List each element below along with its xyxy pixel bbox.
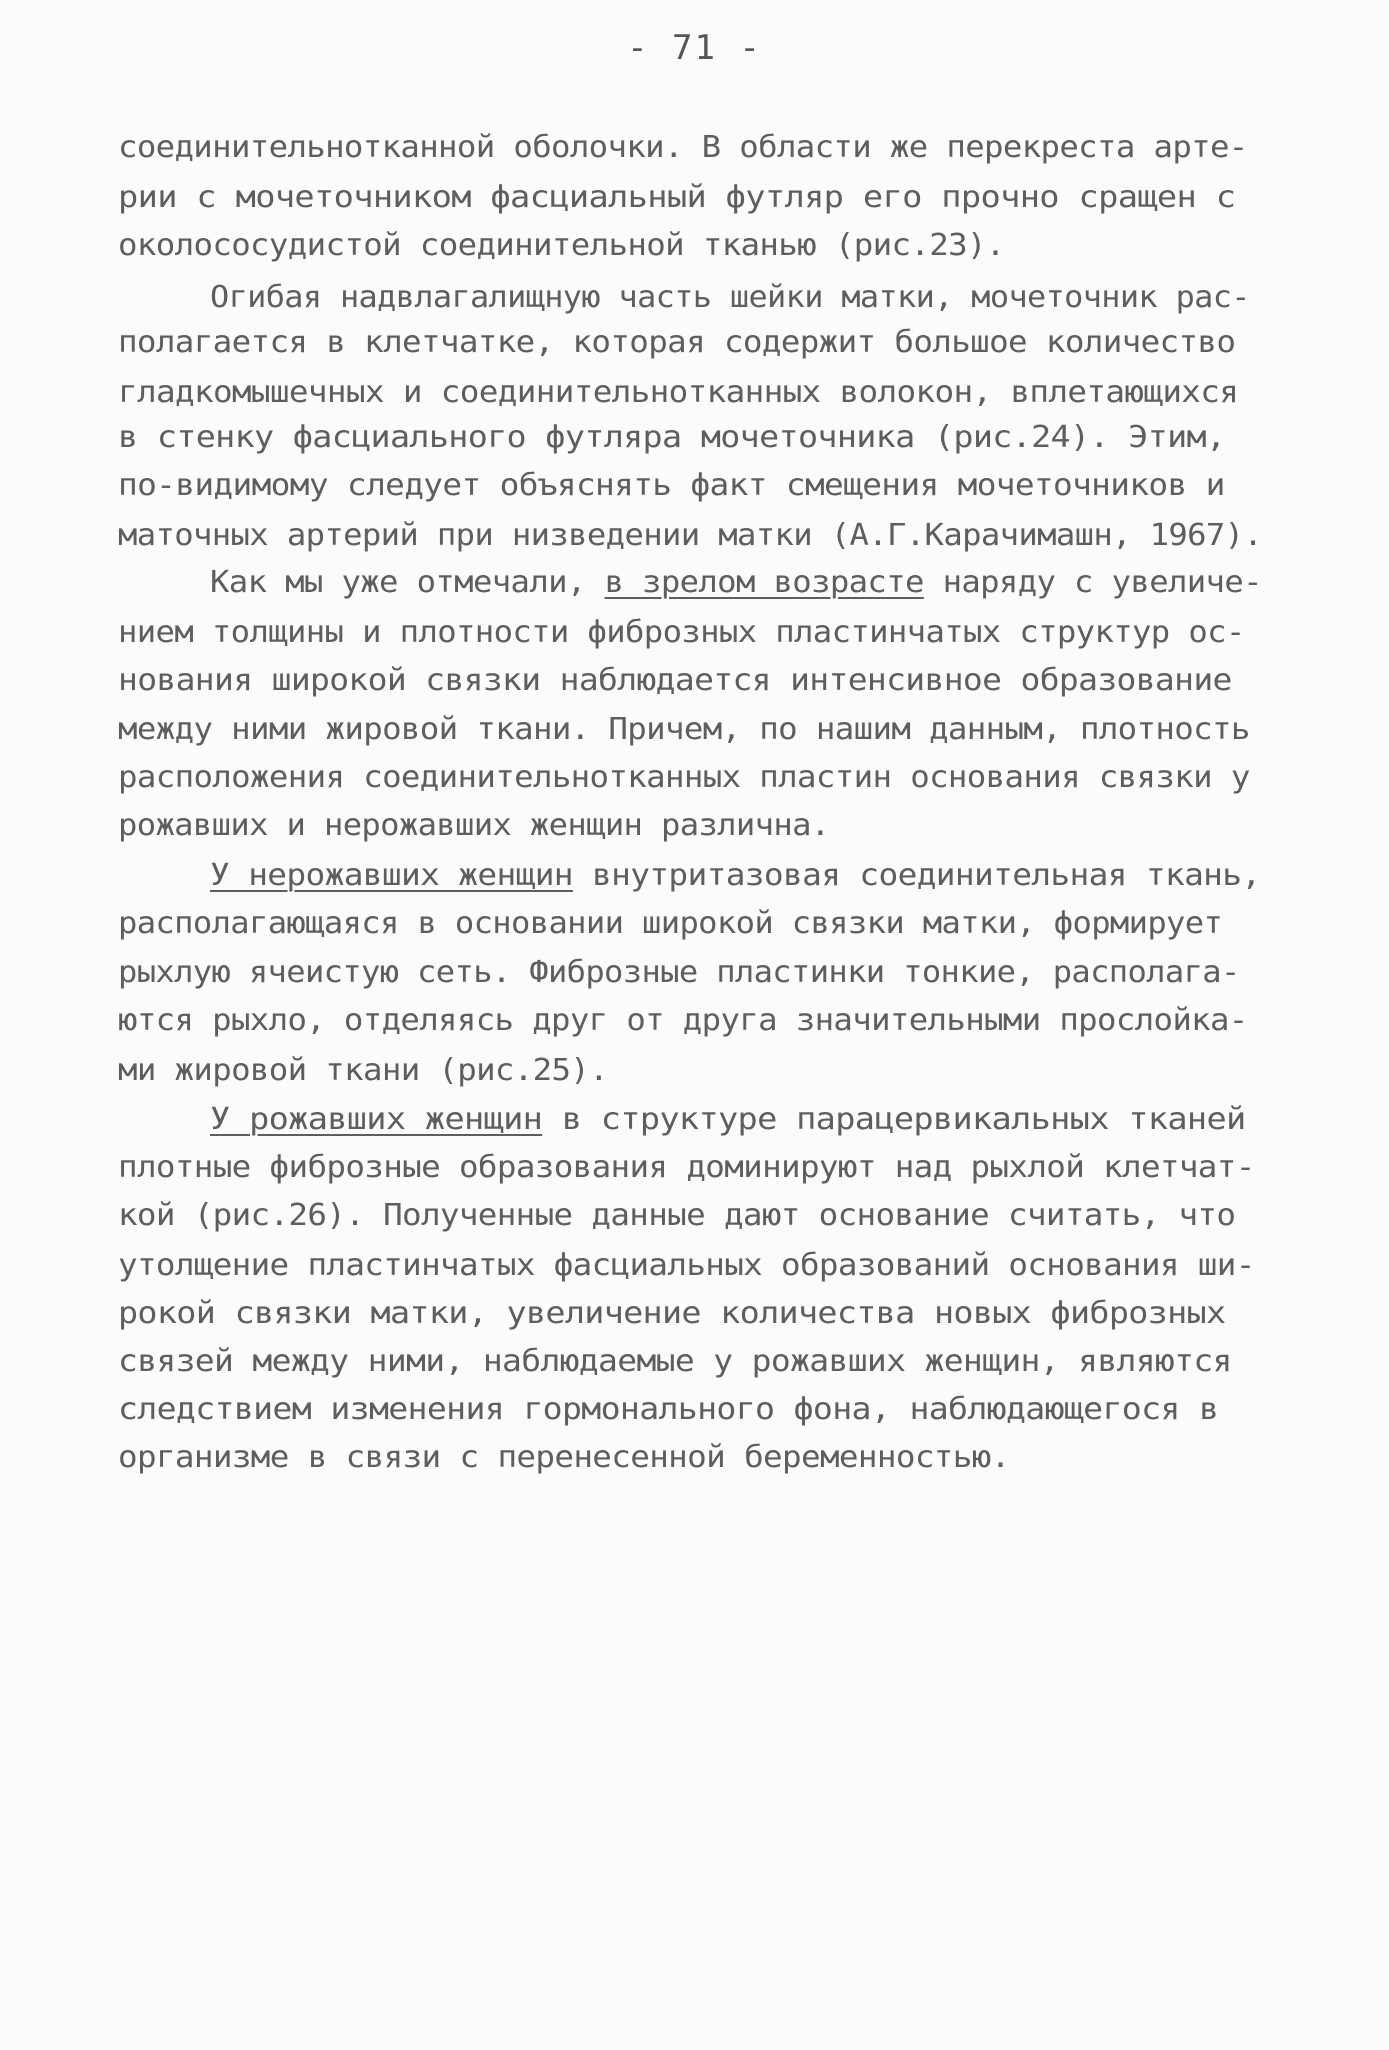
text-line xyxy=(210,565,1262,601)
text-segment: ются рыхло, отделяясь друг от друга значительными прослойка- xyxy=(118,1003,1248,1038)
text-segment: следствием изменения гормонального фона, наблюдающегося в xyxy=(118,1392,1219,1427)
text-segment: кой (рис.26). Полученные данные дают основание считать, что xyxy=(118,1198,1236,1233)
text-line xyxy=(118,615,1245,651)
text-segment: рокой связки матки, увеличение количества новых фиброзных xyxy=(118,1296,1226,1331)
text-segment: в стенку фасциального футляра мочеточника (рис.24). Этим, xyxy=(118,420,1226,455)
text-line xyxy=(118,955,1240,991)
text-segment: по-видимому следует объяснять факт смещения мочеточников и xyxy=(118,468,1225,503)
text-segment: плотные фиброзные образования доминируют над рыхлой клетчат- xyxy=(118,1150,1255,1185)
text-line xyxy=(210,1102,1246,1138)
text-segment: Как мы уже отмечали, xyxy=(210,565,605,600)
text-line xyxy=(118,420,1225,456)
page-number: - 71 - xyxy=(627,28,762,68)
text-line xyxy=(118,1344,1232,1380)
text-segment: рии с мочеточником фасциальный футляр его прочно сращен с xyxy=(118,180,1236,215)
text-line xyxy=(118,663,1232,699)
text-line xyxy=(118,808,830,844)
text-segment: соединительнотканной оболочки. В области же перекреста арте- xyxy=(118,130,1248,165)
text-segment: маточных артерий при низведении матки (А.Г.Карачимашн, 1967). xyxy=(118,518,1263,553)
text-line xyxy=(118,375,1238,411)
text-segment: утолщение пластинчатых фасциальных образований основания ши- xyxy=(118,1248,1255,1283)
text-line xyxy=(118,1440,1010,1476)
text-segment: рыхлую ячеистую сеть. Фиброзные пластинки тонкие, располага- xyxy=(118,955,1240,990)
text-line xyxy=(118,130,1248,166)
underlined-phrase: У нерожавших женщин xyxy=(210,858,573,893)
text-line xyxy=(118,228,1005,264)
text-segment: расположения соединительнотканных пластин основания связки у xyxy=(118,760,1250,795)
text-line xyxy=(118,518,1262,554)
text-segment: в структуре парацервикальных тканей xyxy=(542,1102,1246,1137)
text-line xyxy=(118,1003,1248,1039)
text-segment: полагается в клетчатке, которая содержит большое количество xyxy=(118,325,1236,360)
text-segment: располагающаяся в основании широкой связки матки, формирует xyxy=(118,906,1223,941)
text-line xyxy=(118,180,1235,216)
text-segment: гладкомышечных и соединительнотканных волокон, вплетающихся xyxy=(118,375,1239,410)
text-segment: организме в связи с перенесенной беременностью. xyxy=(118,1440,1010,1475)
text-line xyxy=(118,1296,1225,1332)
text-line xyxy=(210,280,1250,316)
text-segment: нования широкой связки наблюдается интенсивное образование xyxy=(118,663,1232,698)
text-segment: рожавших и нерожавших женщин различна. xyxy=(118,808,830,843)
text-segment: околососудистой соединительной тканью (рис.23). xyxy=(118,228,1005,263)
underlined-phrase: У рожавших женщин xyxy=(210,1102,543,1137)
text-segment: ми жировой ткани (рис.25). xyxy=(118,1053,609,1088)
text-line xyxy=(118,1150,1255,1186)
text-line xyxy=(118,906,1222,942)
text-segment: между ними жировой ткани. Причем, по нашим данным, плотность xyxy=(118,712,1250,747)
text-segment: внутритазовая соединительная ткань, xyxy=(572,858,1261,893)
text-line xyxy=(118,1053,608,1089)
underlined-phrase: в зрелом возрасте xyxy=(604,565,924,600)
text-segment: наряду с увеличе- xyxy=(923,565,1262,600)
text-segment: связей между ними, наблюдаемые у рожавших женщин, являются xyxy=(118,1344,1232,1379)
text-line xyxy=(118,760,1250,796)
text-line xyxy=(210,858,1260,894)
text-line xyxy=(118,1248,1255,1284)
text-line xyxy=(118,468,1225,504)
text-line xyxy=(118,712,1250,748)
text-segment: Огибая надвлагалищную часть шейки матки, мочеточник рас- xyxy=(210,280,1250,315)
text-line xyxy=(118,325,1235,361)
text-line xyxy=(118,1198,1235,1234)
text-line xyxy=(118,1392,1218,1428)
text-segment: нием толщины и плотности фиброзных пластинчатых структур ос- xyxy=(118,615,1245,650)
